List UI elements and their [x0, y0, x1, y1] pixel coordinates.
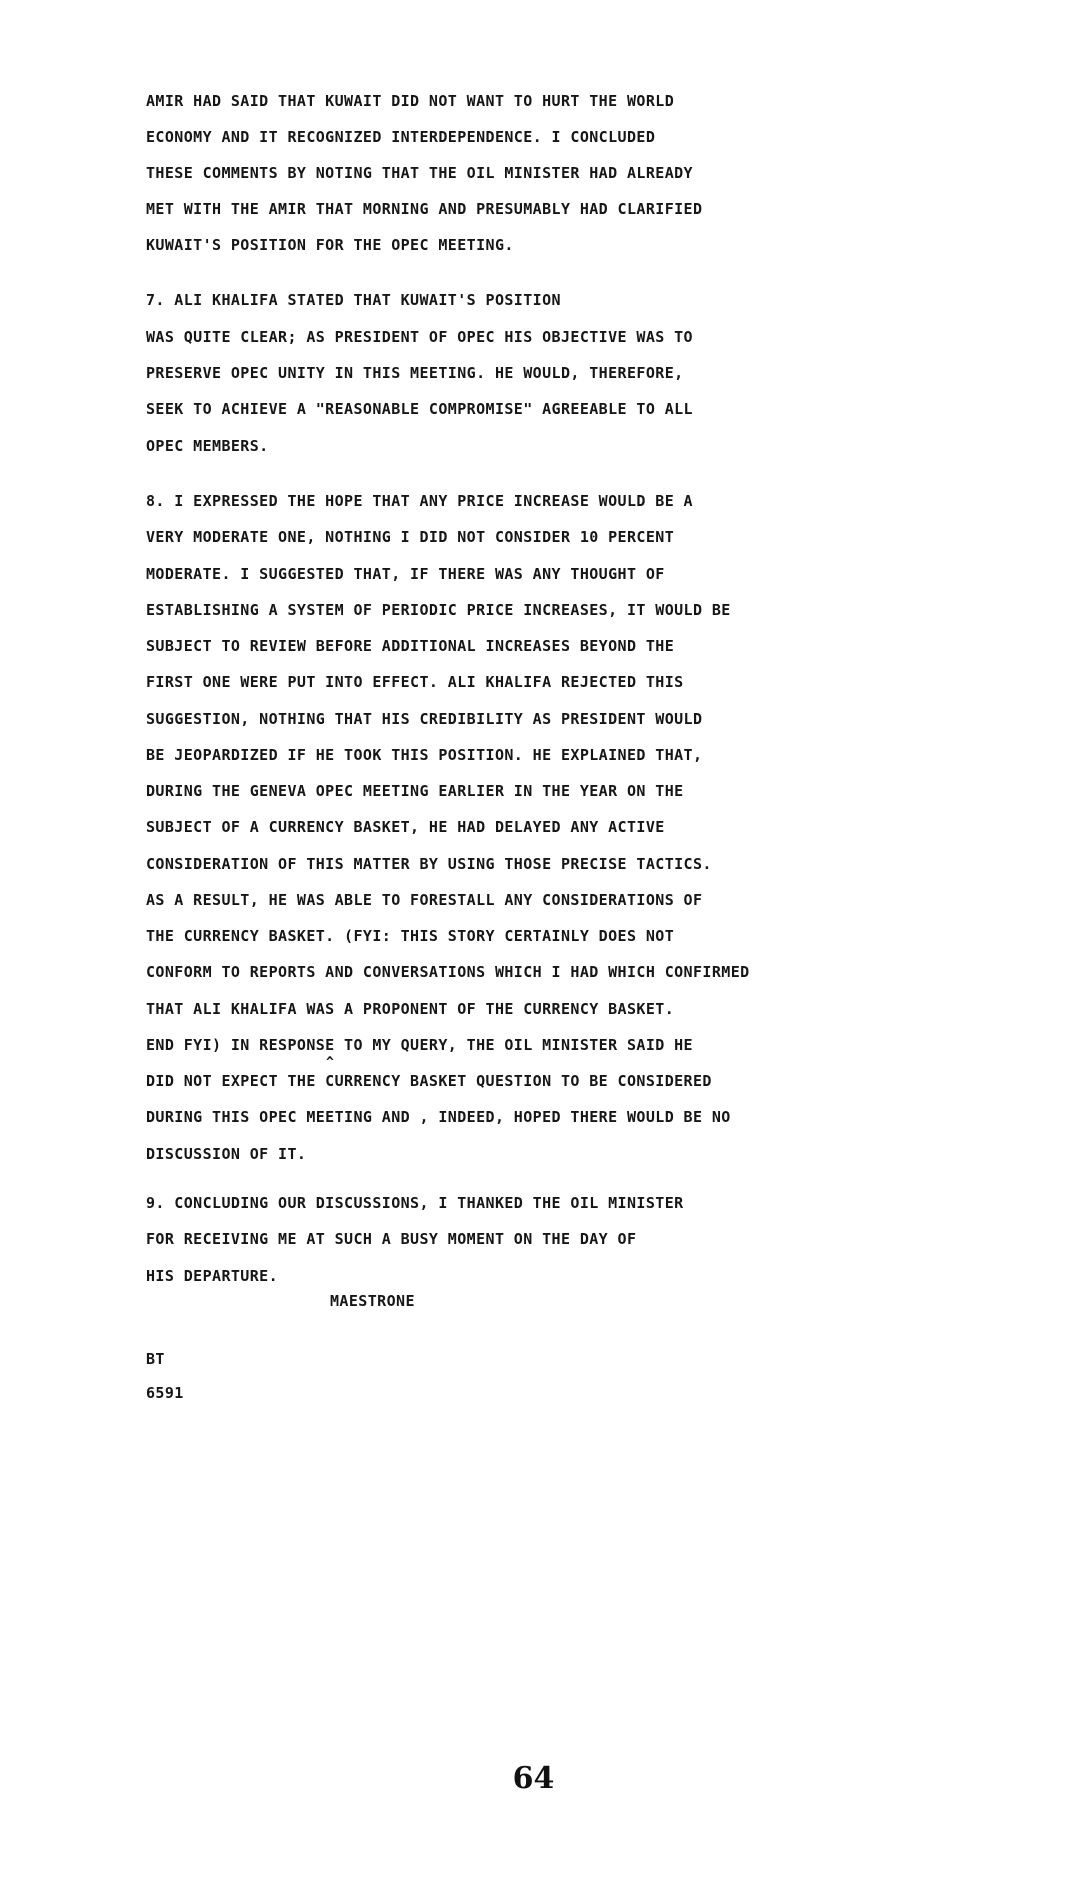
text-line: SUBJECT TO REVIEW BEFORE ADDITIONAL INCREASES BEYOND THE — [146, 637, 675, 655]
text-line: SUBJECT OF A CURRENCY BASKET, HE HAD DELAYED ANY ACTIVE — [146, 818, 665, 836]
text-line: THESE COMMENTS BY NOTING THAT THE OIL MINISTER HAD ALREADY — [146, 164, 693, 182]
text-line: DURING THE GENEVA OPEC MEETING EARLIER IN THE YEAR ON THE — [146, 782, 684, 800]
paragraph-7-heading: 7. ALI KHALIFA STATED THAT KUWAIT'S POSITION — [146, 291, 561, 309]
text-line: HIS DEPARTURE. — [146, 1267, 279, 1285]
text-line: DID NOT EXPECT THE CURRENCY BASKET QUESTION TO BE CONSIDERED — [146, 1072, 712, 1090]
text-line: DISCUSSION OF IT. — [146, 1145, 307, 1163]
text-line: BE JEOPARDIZED IF HE TOOK THIS POSITION. HE EXPLAINED THAT, — [146, 746, 703, 764]
text-line: ESTABLISHING A SYSTEM OF PERIODIC PRICE INCREASES, IT WOULD BE — [146, 601, 731, 619]
text-line: ECONOMY AND IT RECOGNIZED INTERDEPENDENCE. I CONCLUDED — [146, 128, 656, 146]
text-line: FIRST ONE WERE PUT INTO EFFECT. ALI KHALIFA REJECTED THIS — [146, 673, 684, 691]
text-line: CONFORM TO REPORTS AND CONVERSATIONS WHICH I HAD WHICH CONFIRMED — [146, 963, 750, 981]
text-line: SEEK TO ACHIEVE A "REASONABLE COMPROMISE" AGREEABLE TO ALL — [146, 400, 693, 418]
text-line: OPEC MEMBERS. — [146, 437, 269, 455]
insertion-caret-mark: ^ — [326, 1055, 334, 1070]
text-line: VERY MODERATE ONE, NOTHING I DID NOT CONSIDER 10 PERCENT — [146, 528, 675, 546]
text-line: AS A RESULT, HE WAS ABLE TO FORESTALL ANY CONSIDERATIONS OF — [146, 891, 703, 909]
text-line: THAT ALI KHALIFA WAS A PROPONENT OF THE CURRENCY BASKET. — [146, 1000, 675, 1018]
text-line: FOR RECEIVING ME AT SUCH A BUSY MOMENT ON THE DAY OF — [146, 1230, 637, 1248]
text-line: DURING THIS OPEC MEETING AND , INDEED, HOPED THERE WOULD BE NO — [146, 1108, 731, 1126]
text-line: END FYI) IN RESPONSE TO MY QUERY, THE OIL MINISTER SAID HE — [146, 1036, 693, 1054]
end-marker: BT — [146, 1350, 165, 1368]
page-number: 64 — [512, 1761, 555, 1796]
text-line: AMIR HAD SAID THAT KUWAIT DID NOT WANT TO HURT THE WORLD — [146, 92, 675, 110]
text-line: MODERATE. I SUGGESTED THAT, IF THERE WAS ANY THOUGHT OF — [146, 565, 665, 583]
paragraph-9-heading: 9. CONCLUDING OUR DISCUSSIONS, I THANKED THE OIL MINISTER — [146, 1194, 684, 1212]
text-line: WAS QUITE CLEAR; AS PRESIDENT OF OPEC HIS OBJECTIVE WAS TO — [146, 328, 693, 346]
paragraph-8-heading: 8. I EXPRESSED THE HOPE THAT ANY PRICE INCREASE WOULD BE A — [146, 492, 693, 510]
signature: MAESTRONE — [330, 1292, 415, 1310]
text-line: PRESERVE OPEC UNITY IN THIS MEETING. HE WOULD, THEREFORE, — [146, 364, 684, 382]
text-line: SUGGESTION, NOTHING THAT HIS CREDIBILITY AS PRESIDENT WOULD — [146, 710, 703, 728]
text-line: THE CURRENCY BASKET. (FYI: THIS STORY CERTAINLY DOES NOT — [146, 927, 675, 945]
message-number: 6591 — [146, 1384, 184, 1402]
text-line: KUWAIT'S POSITION FOR THE OPEC MEETING. — [146, 236, 514, 254]
text-line: MET WITH THE AMIR THAT MORNING AND PRESUMABLY HAD CLARIFIED — [146, 200, 703, 218]
text-line: CONSIDERATION OF THIS MATTER BY USING THOSE PRECISE TACTICS. — [146, 855, 712, 873]
